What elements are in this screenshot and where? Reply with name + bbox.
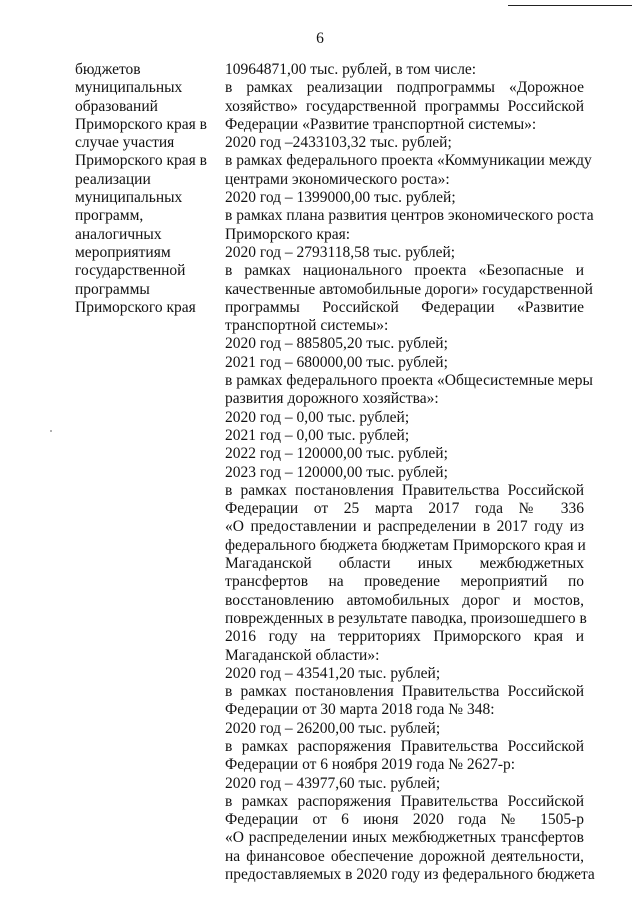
right-column-line: 2021 год – 680000,00 тыс. рублей; <box>225 353 448 371</box>
right-column <box>225 61 595 884</box>
right-column-line: Магаданской области»: <box>225 646 380 664</box>
left-column-line: аналогичных <box>75 225 162 243</box>
right-column-line: трансфертов на проведение мероприятий по <box>225 573 584 591</box>
left-column-line: муниципальных <box>75 79 183 97</box>
right-column-line: 2022 год – 120000,00 тыс. рублей; <box>225 445 448 463</box>
right-column-line: 2020 год – 2793118,58 тыс. рублей; <box>225 243 456 261</box>
left-column-line: Приморского края в <box>75 152 207 170</box>
right-column-line: центрами экономического роста»: <box>225 170 450 188</box>
right-column-line: Федерации «Развитие транспортной системы»: <box>225 115 537 133</box>
right-column-line: «О предоставлении и распределении в 2017 году из <box>225 518 584 536</box>
right-column-line: Федерации от 30 марта 2018 года № 348: <box>225 701 495 719</box>
left-column-line: Приморского края в <box>75 115 207 133</box>
right-column-line: в рамках федерального проекта «Коммуникации между <box>225 152 592 170</box>
right-column-line: федерального бюджета бюджетам Приморского края и <box>225 536 586 554</box>
right-column-line: Магаданской области иных межбюджетных <box>225 555 584 573</box>
right-column-line: 2020 год –2433103,32 тыс. рублей; <box>225 134 452 152</box>
left-column-line: программ, <box>75 207 144 225</box>
right-column-line: в рамках национального проекта «Безопасные и <box>225 262 584 280</box>
left-column-line: Приморского края <box>75 298 196 316</box>
right-column-line: Приморского края: <box>225 225 351 243</box>
right-column-line: развития дорожного хозяйства»: <box>225 390 439 408</box>
right-column-line: восстановлению автомобильных дорог и мостов, <box>225 591 584 609</box>
left-column-line: муниципальных <box>75 189 183 207</box>
right-column-line: программы Российской Федерации «Развитие <box>225 298 584 316</box>
right-column-line: «О распределении иных межбюджетных трансфертов <box>225 829 584 847</box>
right-column-line: в рамках плана развития центров экономического роста <box>225 207 594 225</box>
right-column-line: Федерации от 6 ноября 2019 года № 2627-р: <box>225 756 516 774</box>
right-column-line: 2020 год – 43977,60 тыс. рублей; <box>225 774 441 792</box>
left-column-line: бюджетов <box>75 61 141 78</box>
right-column-line: 2020 год – 1399000,00 тыс. рублей; <box>225 189 456 207</box>
right-column-line: Федерации от 25 марта 2017 года № 336 <box>225 500 584 518</box>
right-column-line: в рамках постановления Правительства Российской <box>225 683 584 701</box>
right-column-line: на финансовое обеспечение дорожной деятельности, <box>225 847 584 865</box>
left-column <box>75 61 215 317</box>
right-column-line: 2023 год – 120000,00 тыс. рублей; <box>225 463 448 481</box>
top-rule <box>508 5 632 6</box>
left-column-line: случае участия <box>75 134 175 152</box>
left-column-line: программы <box>75 280 150 298</box>
left-column-line: образований <box>75 97 158 115</box>
right-column-line: 2020 год – 43541,20 тыс. рублей; <box>225 664 441 682</box>
right-column-line: Федерации от 6 июня 2020 года № 1505-р <box>225 811 584 829</box>
right-column-line: хозяйство» государственной программы Российской <box>225 97 584 115</box>
right-column-line: в рамках постановления Правительства Российской <box>225 481 584 499</box>
right-column-line: 2020 год – 885805,20 тыс. рублей; <box>225 335 448 353</box>
right-column-line: транспортной системы»: <box>225 317 389 335</box>
left-column-line: реализации <box>75 170 151 188</box>
right-column-line: в рамках распоряжения Правительства Российской <box>225 737 584 755</box>
left-column-line: государственной <box>75 262 186 280</box>
right-column-line: 2020 год – 26200,00 тыс. рублей; <box>225 719 441 737</box>
right-column-line: 10964871,00 тыс. рублей, в том числе: <box>225 61 477 78</box>
right-column-line: 2016 году на территориях Приморского края и <box>225 628 584 646</box>
right-column-line: предоставляемых в 2020 году из федерального бюджета <box>225 866 595 884</box>
right-column-line: в рамках реализации подпрограммы «Дорожное <box>225 79 584 97</box>
right-column-line: поврежденных в результате паводка, произошедшего в <box>225 609 587 627</box>
right-column-line: 2021 год – 0,00 тыс. рублей; <box>225 426 410 444</box>
right-column-line: качественные автомобильные дороги» государственной <box>225 280 593 298</box>
right-column-line: 2020 год – 0,00 тыс. рублей; <box>225 408 410 426</box>
scan-speck <box>50 430 52 432</box>
page-number: 6 <box>316 30 324 47</box>
right-column-line: в рамках распоряжения Правительства Российской <box>225 792 584 810</box>
right-column-line: в рамках федерального проекта «Общесистемные меры <box>225 372 593 390</box>
left-column-line: мероприятиям <box>75 243 171 261</box>
